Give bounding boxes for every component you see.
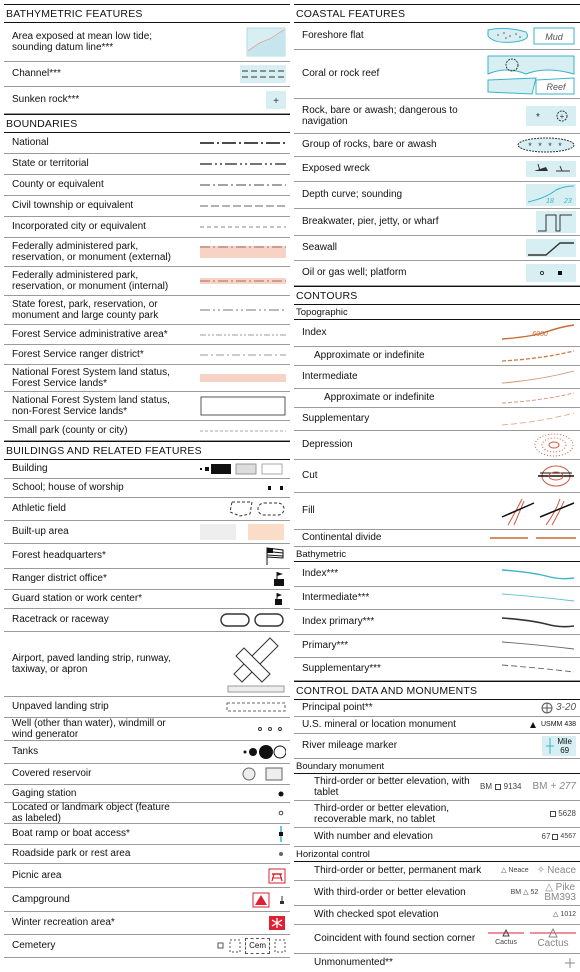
gaging-station-icon (190, 785, 286, 802)
bathy-intermediate-symbol (480, 587, 576, 609)
legend-label: Built-up area (12, 526, 69, 538)
cemetery-label: Cem (245, 938, 270, 954)
fs-admin-symbol (190, 325, 286, 344)
pike-bm: BM393 (544, 892, 576, 903)
legend-label: Tanks (12, 746, 39, 758)
legend-label: Ranger district office* (12, 573, 107, 585)
legend-row (4, 460, 290, 479)
legend-label: With number and elevation (314, 831, 433, 843)
legend-row (4, 498, 290, 521)
legend-row (294, 347, 580, 366)
reef-label: Reef (546, 82, 566, 92)
legend-row (4, 267, 290, 296)
cactus-label: Cactus (495, 939, 517, 947)
athletic-field-symbol (190, 498, 286, 520)
spot-elevation-symbol: △ 1012 (480, 906, 576, 924)
legend-label: River mileage marker (302, 740, 398, 752)
legend-label: Building (12, 463, 48, 475)
legend-label: Federally administered park, reservation, or monument (internal) (12, 269, 169, 292)
landmark-object-icon (190, 803, 286, 823)
legend-row (294, 658, 580, 681)
tanks-symbol (190, 741, 286, 763)
wreck-symbol (480, 157, 576, 181)
index-approx-symbol (480, 347, 576, 365)
fill-symbol (480, 493, 576, 529)
bathy-index-symbol (480, 562, 576, 586)
legend-row (294, 734, 580, 759)
legend-label: Unmonumented** (314, 957, 393, 969)
legend-row (4, 421, 290, 441)
number-elevation-symbol (480, 828, 576, 846)
legend-row (294, 906, 580, 925)
section-corner-symbol (480, 925, 576, 953)
legend-label: Civil township or equivalent (12, 200, 134, 212)
section-corner-small (488, 929, 524, 949)
legend-row (4, 824, 290, 845)
depression-symbol (480, 431, 576, 459)
legend-label: Rock, bare or awash; dangerous to navigation (302, 104, 458, 127)
legend-row (4, 912, 290, 935)
cemetery-symbol (190, 935, 286, 957)
legend-row (4, 864, 290, 888)
legend-row (4, 23, 290, 62)
legend-row (294, 717, 580, 734)
legend-row (4, 544, 290, 569)
legend-row (294, 493, 580, 530)
legend-row (4, 365, 290, 392)
legend-row (4, 803, 290, 824)
bathy-index-primary-symbol (480, 610, 576, 634)
legend-label: Channel*** (12, 68, 61, 80)
legend-row (294, 610, 580, 635)
state-boundary-symbol (190, 154, 286, 174)
snowflake-icon (190, 912, 286, 934)
legend-label: Third-order or better elevation, with tablet (314, 775, 470, 798)
legend-label: With third-order or better elevation (314, 887, 466, 899)
mile-value: 69 (560, 746, 570, 755)
right-column (294, 4, 580, 972)
legend-row (4, 238, 290, 267)
unmonumented-symbol (480, 954, 576, 972)
permanent-mark-symbol: △ Neace ✧ Neace (501, 865, 576, 877)
legend-label: Seawall (302, 242, 338, 254)
legend-row (294, 236, 580, 261)
legend-row (294, 209, 580, 236)
left-column (4, 4, 290, 958)
channel-symbol (190, 62, 286, 86)
supplementary-contour-symbol (480, 408, 576, 430)
legend-label: Area exposed at mean low tide; sounding datum line*** (12, 30, 153, 53)
spot-value: 1012 (560, 911, 576, 919)
county-boundary-symbol (190, 175, 286, 195)
mineral-monument-value: USMM 438 (540, 721, 576, 729)
legend-row (4, 632, 290, 697)
legend-label: Unpaved landing strip (12, 701, 109, 713)
legend-label: School; house of worship (12, 482, 124, 494)
rock-awash-symbol (480, 99, 576, 133)
legend-row (4, 935, 290, 958)
legend-label: Primary*** (302, 640, 349, 652)
bm-tablet-symbol: BM 9134 BM + 277 (480, 781, 576, 793)
intermediate-contour-symbol (480, 366, 576, 388)
legend-row (294, 389, 580, 408)
principal-point-symbol (480, 700, 576, 716)
fs-lands-symbol (190, 365, 286, 391)
legend-row (294, 261, 580, 286)
legend-label: Approximate or indefinite (314, 350, 425, 362)
racetrack-symbol (190, 609, 286, 631)
legend-label: Small park (county or city) (12, 424, 128, 436)
index-contour-symbol (480, 320, 576, 346)
legend-label: Breakwater, pier, jetty, or wharf (302, 216, 439, 228)
fed-park-external-symbol (190, 238, 286, 266)
legend-label: Continental divide (302, 532, 382, 544)
legend-row (294, 431, 580, 460)
legend-row (294, 366, 580, 389)
legend-label: Exposed wreck (302, 163, 370, 175)
legend-row (4, 590, 290, 609)
legend-row (294, 562, 580, 587)
legend-label: Airport, paved landing strip, runway, taxiway, or apron (12, 652, 171, 675)
legend-row (294, 925, 580, 954)
depth-curve-value: 18 (546, 198, 554, 205)
bathy-primary-symbol (480, 635, 576, 657)
ranger-office-icon (190, 569, 286, 589)
continental-divide-symbol (480, 530, 576, 546)
legend-row (294, 182, 580, 209)
legend-row (4, 196, 290, 217)
rest-area-icon (190, 845, 286, 863)
svg-text:*: * (536, 112, 540, 123)
legend-label: Principal point** (302, 702, 373, 714)
city-boundary-symbol (190, 217, 286, 237)
legend-label: Intermediate (302, 371, 358, 383)
sounding-value: 23 (564, 198, 572, 205)
legend-label: Guard station or work center* (12, 593, 143, 605)
index-contour-value: 6000 (532, 331, 548, 338)
legend-label: Fill (302, 505, 315, 517)
svg-text:+: + (559, 112, 565, 121)
legend-label: Group of rocks, bare or awash (302, 139, 437, 151)
legend-label: Athletic field (12, 503, 66, 515)
legend-row (4, 392, 290, 421)
legend-label: Racetrack or raceway (12, 614, 109, 626)
legend-label: U.S. mineral or location monument (302, 719, 456, 731)
legend-label: National (12, 137, 49, 149)
legend-label: Covered reservoir (12, 768, 92, 780)
non-fs-lands-symbol (190, 392, 286, 420)
legend-row (294, 587, 580, 610)
recoverable-mark-value: 5628 (558, 809, 576, 819)
legend-label: Roadside park or rest area (12, 848, 131, 860)
legend-row (4, 718, 290, 741)
legend-label: Coincident with found section corner (314, 933, 476, 945)
legend-label: Depression (302, 439, 353, 451)
legend-label: Forest headquarters* (12, 550, 106, 562)
legend-row (294, 881, 580, 906)
legend-row (4, 741, 290, 764)
legend-label: With checked spot elevation (314, 909, 439, 921)
legend-row (294, 408, 580, 431)
subsection-bathymetric: Bathymetric (294, 547, 580, 562)
legend-row (294, 635, 580, 658)
boat-ramp-icon (190, 824, 286, 844)
legend-label: Boat ramp or boat access* (12, 828, 130, 840)
legend-row (294, 134, 580, 157)
legend-label: National Forest System land status, Forest Service lands* (12, 366, 170, 389)
legend-row (294, 862, 580, 881)
subsection-boundary-monument: Boundary monument (294, 759, 580, 774)
legend-row (294, 157, 580, 182)
neace-label: Neace (508, 867, 529, 875)
coral-reef-symbol (480, 50, 576, 98)
legend-label: Oil or gas well; platform (302, 267, 407, 279)
legend-row (4, 133, 290, 154)
legend-label: Supplementary*** (302, 663, 381, 675)
legend-row (4, 697, 290, 718)
small-park-symbol (190, 421, 286, 440)
mile-marker-box (542, 736, 576, 756)
guard-station-icon (190, 590, 286, 608)
school-worship-symbol (190, 479, 286, 497)
picnic-icon (190, 864, 286, 887)
recoverable-mark-symbol (480, 801, 576, 827)
built-up-area-symbol (190, 521, 286, 543)
monument-number: 67 (541, 832, 551, 842)
legend-row (294, 700, 580, 717)
legend-label: Forest Service administrative area* (12, 328, 168, 340)
legend-row (4, 325, 290, 345)
legend-row (4, 569, 290, 590)
legend-label: Incorporated city or equivalent (12, 221, 146, 233)
legend-label: Third-order or better elevation, recoverable mark, no tablet (314, 802, 450, 825)
legend-label: Cemetery (12, 940, 56, 952)
legend-row (4, 154, 290, 175)
svg-text:* * * *: * * * * (528, 141, 564, 151)
bm-label: BM (480, 782, 492, 792)
legend-row (4, 521, 290, 544)
cut-symbol (480, 460, 576, 492)
sunken-rock-symbol (190, 87, 286, 113)
legend-label: Index*** (302, 568, 339, 580)
seawall-symbol (480, 236, 576, 260)
legend-row (4, 845, 290, 864)
section-control-title: CONTROL DATA AND MONUMENTS (294, 681, 580, 700)
legend-row (4, 62, 290, 87)
legend-label: Picnic area (12, 869, 62, 881)
section-boundaries-title: BOUNDARIES (4, 114, 290, 133)
legend-label: Index primary*** (302, 616, 375, 628)
legend-row (294, 23, 580, 50)
legend-label: State forest, park, reservation, or monument and large county park (12, 298, 159, 321)
river-mileage-symbol (480, 734, 576, 758)
legend-row (294, 99, 580, 134)
foreshore-flat-symbol (480, 23, 576, 49)
principal-point-value: 3-20 (555, 702, 576, 714)
bm52-value: 52 (530, 889, 539, 897)
legend-label: Third-order or better, permanent mark (314, 865, 482, 877)
breakwater-symbol (480, 209, 576, 235)
tidal-area-symbol (190, 23, 286, 61)
bathy-supplementary-symbol (480, 658, 576, 680)
subsection-topographic: Topographic (294, 305, 580, 320)
legend-label: Well (other than water), windmill or wind generator (12, 717, 166, 740)
legend-row (4, 217, 290, 238)
mineral-monument-symbol (480, 717, 576, 733)
legend-label: Coral or rock reef (302, 68, 380, 80)
section-buildings-title: BUILDINGS AND RELATED FEATURES (4, 441, 290, 460)
legend-row (4, 296, 290, 325)
legend-label: Forest Service ranger district* (12, 348, 144, 360)
monument-elevation: 4567 (560, 833, 576, 841)
mile-label: Mile (557, 737, 572, 746)
legend-row (294, 828, 580, 847)
bm-elevation: 9134 (503, 782, 522, 792)
township-boundary-symbol (190, 196, 286, 216)
legend-row (4, 609, 290, 632)
flag-icon (190, 544, 286, 568)
legend-row (294, 320, 580, 347)
state-forest-symbol (190, 296, 286, 324)
national-boundary-symbol (190, 133, 286, 153)
legend-label: State or territorial (12, 158, 89, 170)
unpaved-strip-symbol (190, 697, 286, 717)
legend-label: Supplementary (302, 413, 370, 425)
depth-curve-symbol (480, 182, 576, 208)
cactus-label-2: Cactus (537, 938, 569, 950)
legend-row (4, 888, 290, 912)
legend-row (294, 460, 580, 493)
neace-label-2: Neace (547, 865, 576, 877)
rock-group-symbol (480, 134, 576, 156)
section-contours-title: CONTOURS (294, 286, 580, 305)
legend-row (294, 954, 580, 972)
legend-label: Gaging station (12, 787, 77, 799)
legend-label: Intermediate*** (302, 592, 370, 604)
svg-text:+: + (273, 96, 279, 107)
legend-label: Index (302, 327, 327, 339)
legend-label: County or equivalent (12, 179, 104, 191)
pike-label: Pike (555, 882, 576, 893)
legend-row (4, 175, 290, 196)
legend-row (294, 774, 580, 801)
building-symbol (190, 460, 286, 478)
bm52-label: BM (510, 889, 522, 897)
legend-row (4, 87, 290, 114)
oil-gas-well-symbol (480, 261, 576, 285)
legend-label: Sunken rock*** (12, 94, 80, 106)
airport-symbol (190, 632, 286, 696)
legend-label: Federally administered park, reservation, or monument (external) (12, 240, 171, 263)
legend-label: National Forest System land status, non-Forest Service lands* (12, 394, 170, 417)
covered-reservoir-symbol (190, 764, 286, 784)
legend-row (294, 801, 580, 828)
legend-row (294, 530, 580, 547)
legend-label: Foreshore flat (302, 30, 364, 42)
bm-elevation-2: 277 (559, 781, 576, 793)
section-bathymetric-title: BATHYMETRIC FEATURES (4, 4, 290, 23)
legend-row (4, 764, 290, 785)
well-windmill-symbol (190, 718, 286, 740)
legend-label: Approximate or indefinite (324, 392, 435, 404)
fed-park-internal-symbol (190, 267, 286, 295)
fs-ranger-symbol (190, 345, 286, 364)
legend-row (4, 479, 290, 498)
horizontal-elevation-symbol: BM △ 52 △ Pike BM393 (510, 882, 576, 903)
legend-label: Located or landmark object (feature as labeled) (12, 801, 170, 824)
legend-label: Cut (302, 470, 318, 482)
legend-row (4, 785, 290, 803)
legend-label: Winter recreation area* (12, 917, 115, 929)
bm-label-2: BM (532, 781, 548, 793)
subsection-horizontal-control: Horizontal control (294, 847, 580, 862)
mud-label: Mud (545, 32, 563, 42)
legend-row (4, 345, 290, 365)
section-coastal-title: COASTAL FEATURES (294, 4, 580, 23)
intermediate-approx-symbol (480, 389, 576, 407)
section-corner-large (530, 928, 576, 950)
legend-label: Campground (12, 893, 70, 905)
legend-row (294, 50, 580, 99)
legend-label: Depth curve; sounding (302, 189, 403, 201)
